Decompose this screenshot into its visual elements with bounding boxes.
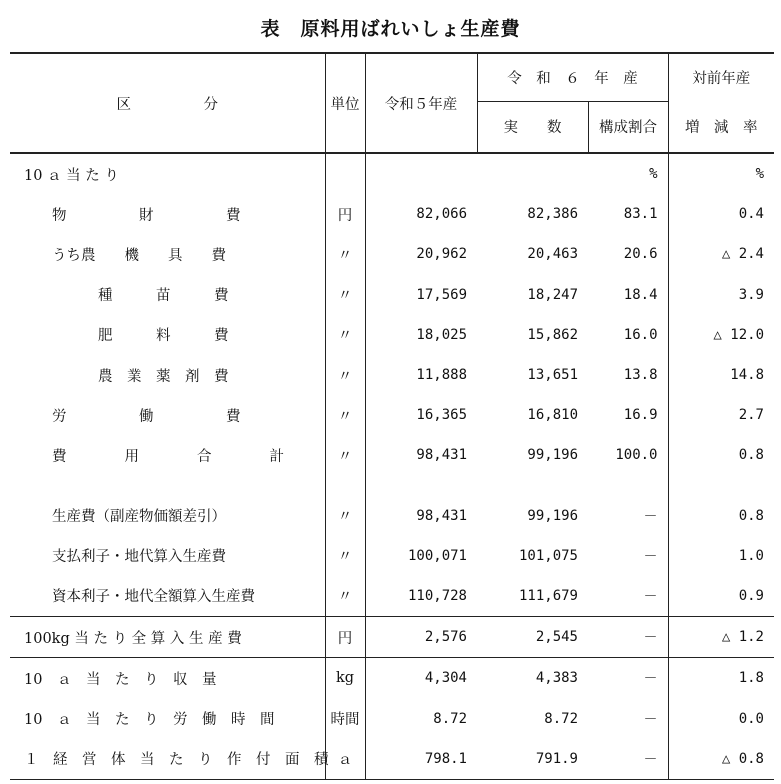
table-row	[10, 275, 774, 315]
row-composition: －	[643, 508, 658, 525]
row-prev-year: 110,728	[365, 576, 477, 617]
row-unit: 〃	[325, 234, 365, 274]
row-unit: 円	[325, 194, 365, 234]
row-curr-actual: 16,810	[527, 407, 578, 424]
row-yoy: 0.4	[668, 194, 774, 234]
table-row	[10, 194, 774, 234]
row-label: 物 財 費	[52, 207, 241, 224]
row-curr-actual: 82,386	[527, 206, 578, 223]
row-unit: kg	[325, 658, 365, 699]
header-yoy-line2: 増 減 率	[668, 101, 774, 153]
row-composition: 83.1	[623, 206, 658, 223]
row-unit	[325, 153, 365, 194]
row-label: 費 用 合 計	[52, 448, 284, 465]
production-cost-table	[10, 52, 774, 780]
row-prev-year: 798.1	[365, 739, 477, 780]
header-prev-year: 令和５年産	[365, 53, 477, 153]
table-row	[10, 698, 774, 738]
header-unit: 単位	[325, 53, 365, 153]
row-yoy: 0.8	[668, 435, 774, 475]
table-row	[10, 536, 774, 576]
row-composition: －	[643, 711, 658, 728]
header-yoy-line1: 対前年産	[668, 53, 774, 101]
row-label: １ 経 営 体 当 た り 作 付 面 積	[10, 739, 325, 780]
row-yoy: 1.0	[668, 536, 774, 576]
row-curr-actual: 4,383	[477, 658, 588, 699]
row-composition: －	[588, 617, 668, 658]
header-composition: 構成割合	[588, 101, 668, 153]
row-prev-year: 8.72	[365, 698, 477, 738]
row-unit: 〃	[325, 435, 365, 475]
spacer-row	[10, 476, 774, 496]
row-curr-actual: 791.9	[477, 739, 588, 780]
table-title: 表 原料用ばれいしょ生産費	[260, 18, 521, 40]
row-curr-actual: 99,196	[527, 447, 578, 464]
row-label: 種 苗 費	[98, 288, 229, 305]
row-prev-year: 100,071	[365, 536, 477, 576]
row-composition: 13.8	[623, 367, 658, 384]
row-curr-actual: 8.72	[544, 710, 578, 727]
row-yoy: 1.8	[668, 658, 774, 699]
row-yoy: △ 1.2	[668, 617, 774, 658]
row-label: 支払利子・地代算入生産費	[52, 549, 226, 566]
row-curr-actual: 101,075	[518, 547, 578, 564]
row-composition: 100.0	[615, 447, 658, 464]
header-category: 区 分	[10, 53, 325, 153]
table-row	[10, 315, 774, 355]
row-curr-actual	[477, 153, 588, 194]
row-curr-actual: 99,196	[527, 507, 578, 524]
row-unit: 〃	[325, 355, 365, 395]
row-prev-year: 17,569	[365, 275, 477, 315]
row-label: 肥 料 費	[98, 328, 229, 345]
header-curr-year: 令 和 ６ 年 産	[477, 53, 668, 101]
row-curr-actual: 15,862	[527, 326, 578, 343]
row-label: うち農 機 具 費	[52, 247, 226, 264]
row-curr-actual: 18,247	[527, 286, 578, 303]
row-label: 労 働 費	[52, 408, 241, 425]
row-composition: －	[643, 588, 658, 605]
row-prev-year: 4,304	[365, 658, 477, 699]
row-prev-year: 2,576	[365, 617, 477, 658]
row-unit: 〃	[325, 536, 365, 576]
row-curr-actual: 111,679	[518, 587, 578, 604]
row-yoy: △ 12.0	[668, 315, 774, 355]
row-yoy: △ 2.4	[668, 234, 774, 274]
table-row	[10, 355, 774, 395]
table-row	[10, 435, 774, 475]
row-curr-actual: 2,545	[477, 617, 588, 658]
row-composition: －	[588, 739, 668, 780]
row-unit: 〃	[325, 496, 365, 536]
row-unit: ａ	[325, 739, 365, 780]
row-composition: 18.4	[623, 286, 658, 303]
row-label: 資本利子・地代全額算入生産費	[52, 589, 255, 606]
row-composition: －	[643, 548, 658, 565]
row-unit: 円	[325, 617, 365, 658]
row-prev-year: 82,066	[365, 194, 477, 234]
row-composition: %	[649, 166, 658, 183]
row-yoy: 0.0	[668, 698, 774, 738]
row-composition: －	[588, 658, 668, 699]
row-prev-year: 18,025	[365, 315, 477, 355]
row-yoy: 14.8	[668, 355, 774, 395]
row-label: 100kg 当 た り 全 算 入 生 産 費	[10, 617, 325, 658]
row-composition: 16.0	[623, 326, 658, 343]
row-prev-year: 98,431	[365, 435, 477, 475]
row-yoy: 2.7	[668, 395, 774, 435]
row-label: 生産費（副産物価額差引）	[52, 509, 226, 526]
table-row	[10, 739, 774, 780]
row-yoy: 0.8	[668, 496, 774, 536]
table-row	[10, 658, 774, 699]
row-composition: 20.6	[623, 246, 658, 263]
table-row	[10, 496, 774, 536]
row-unit: 〃	[325, 395, 365, 435]
row-prev-year	[365, 153, 477, 194]
row-unit: 〃	[325, 315, 365, 355]
header-actual: 実 数	[477, 101, 588, 153]
table-row	[10, 153, 774, 194]
row-prev-year: 16,365	[365, 395, 477, 435]
row-yoy: △ 0.8	[668, 739, 774, 780]
table-row	[10, 576, 774, 617]
row-curr-actual: 20,463	[527, 246, 578, 263]
row-label: 10 ａ 当 た り	[24, 167, 119, 184]
row-unit: 時間	[325, 698, 365, 738]
row-unit: 〃	[325, 275, 365, 315]
row-prev-year: 11,888	[365, 355, 477, 395]
table-row	[10, 617, 774, 658]
row-label: 10 ａ 当 た り 収 量	[10, 658, 325, 699]
table-row	[10, 395, 774, 435]
row-composition: 16.9	[623, 407, 658, 424]
row-yoy: 3.9	[668, 275, 774, 315]
row-label: 10 ａ 当 た り 労 働 時 間	[24, 712, 275, 729]
row-curr-actual: 13,651	[527, 367, 578, 384]
row-yoy: 0.9	[668, 576, 774, 617]
table-row	[10, 234, 774, 274]
row-yoy: %	[668, 153, 774, 194]
row-prev-year: 98,431	[365, 496, 477, 536]
row-prev-year: 20,962	[365, 234, 477, 274]
row-label: 農 業 薬 剤 費	[98, 368, 229, 385]
row-unit: 〃	[325, 576, 365, 617]
